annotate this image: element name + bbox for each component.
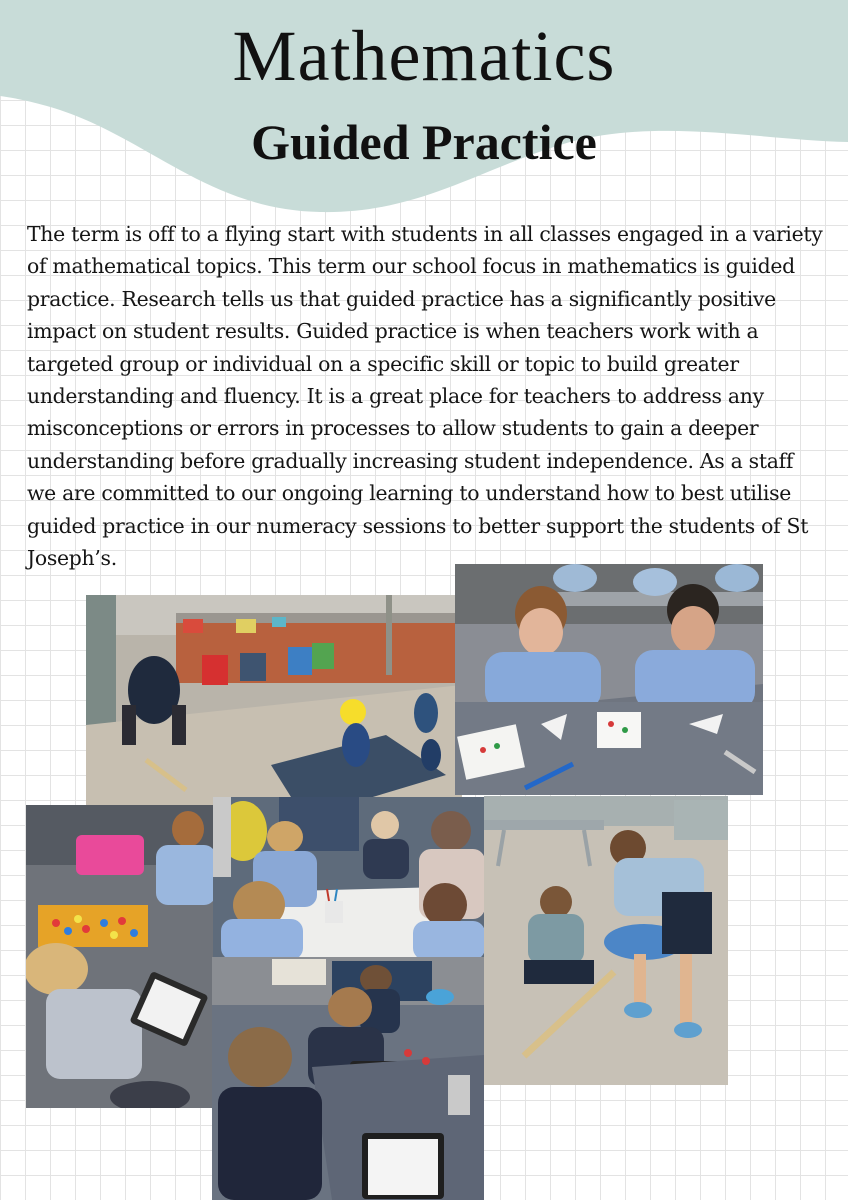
photo-outdoor-ruler: [484, 796, 728, 1085]
photo-counters-floor: [26, 805, 216, 1108]
page-subtitle: Guided Practice: [251, 114, 597, 170]
photo-playground-measuring: [86, 595, 462, 805]
photo-tangram-pair: [455, 564, 763, 795]
article-paragraph: The term is off to a flying start with students in all classes engaged in a variety of mathematical topics. This term our school focus in mathematics is guided practice. Research tells us that guided practice has a significantly positive impact on student results. Guided practice is when teachers work with a targeted group or individual on a specific skill or topic to build greater understanding and fluency. It is a great place for teachers to address any misconceptions or errors in processes to allow students to gain a deeper understanding before gradually increasing student independence. As a staff we are committed to our ongoing learning to understand how to best utilise guided practice in our numeracy sessions to better support the students of St Joseph’s.: [27, 222, 823, 571]
photo-whiteboards: [212, 957, 484, 1200]
photo-table-group: [213, 797, 485, 960]
page-title: Mathematics: [232, 16, 616, 96]
